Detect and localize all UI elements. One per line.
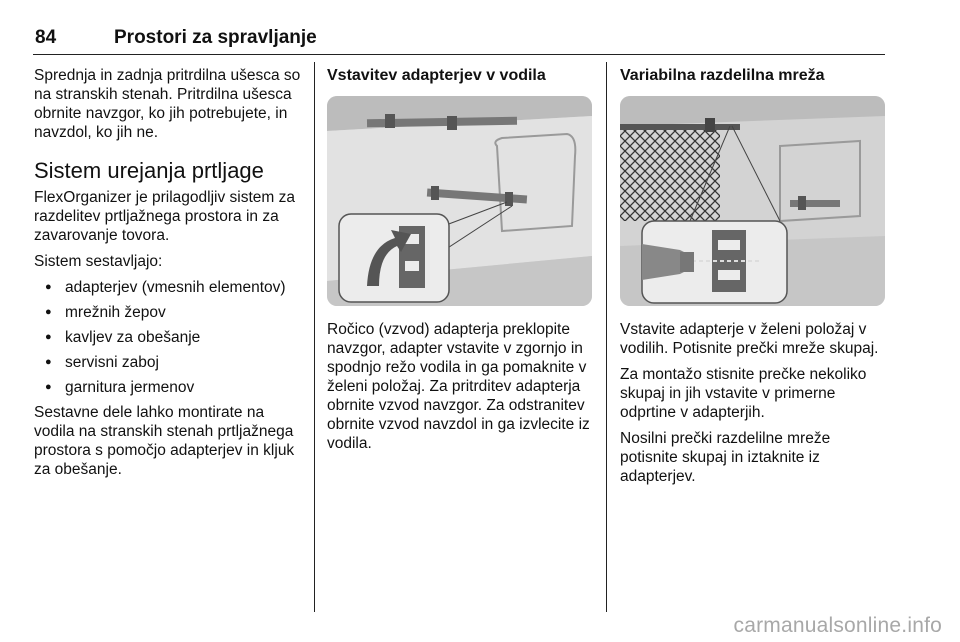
adapter-illustration [327,96,592,306]
list-item: ● garnitura jermenov [34,378,302,397]
page-number: 84 [35,27,57,48]
paragraph-mounting: Sestavne dele lahko montirate na vodila na stranskih stenah prtljažnega prostora s pomočjo adapterjev in kljuk za obešanje. [34,404,295,478]
net-paragraph-2: Za montažo stisnite prečke nekoliko skupaj in jih vstavite v primerne odprtine v adapterjih. [620,366,867,421]
net-paragraph-3: Nosilni prečki razdelilne mreže potisnite skupaj in iztaknite iz adapterjev. [620,430,831,485]
list-item: ● adapterjev (vmesnih elementov) [34,278,302,297]
paragraph-components-intro: Sistem sestavljajo: [34,253,163,270]
column-divider-1 [314,62,315,612]
subsection-title-net: Variabilna razdelilna mreža [620,67,825,84]
components-list [34,278,302,397]
column-divider-2 [606,62,607,612]
list-item: ● kavljev za obešanje [34,328,302,347]
intro-paragraph: Sprednja in zadnja pritrdilna ušesca so na stranskih stenah. Pritrdilna ušesca obrnite navzgor, ko jih potrebujete, in navzdol, ko jih ne. [34,67,301,141]
watermark: carmanualsonline.info [733,614,942,637]
paragraph-description: FlexOrganizer je prilagodljiv sistem za razdelitev prtljažnega prostora in za zavarovanje tovora. [34,189,296,244]
page-header [33,24,885,55]
list-item: ● servisni zaboj [34,353,302,372]
net-paragraph-1: Vstavite adapterje v želeni položaj v vodilih. Potisnite prečki mreže skupaj. [620,321,879,357]
column-3 [620,66,888,493]
adapter-instructions: Ročico (vzvod) adapterja preklopite navzgor, adapter vstavite v zgornjo in spodnjo režo vodila in ga pomaknite v želeni položaj. Za pritrditev adapterja obrnite vzvod navzgor. Za odstranitev obrnite vzvod navzdol in ga izvlecite iz vodila. [327,321,590,452]
column-2 [327,66,595,460]
divider-net-illustration [620,96,885,306]
chapter-title: Prostori za spravljanje [114,27,317,48]
column-1 [34,66,302,486]
list-item: ● mrežnih žepov [34,303,302,322]
subsection-title-adapters: Vstavitev adapterjev v vodila [327,67,546,84]
section-title: Sistem urejanja prtljage [34,158,264,183]
